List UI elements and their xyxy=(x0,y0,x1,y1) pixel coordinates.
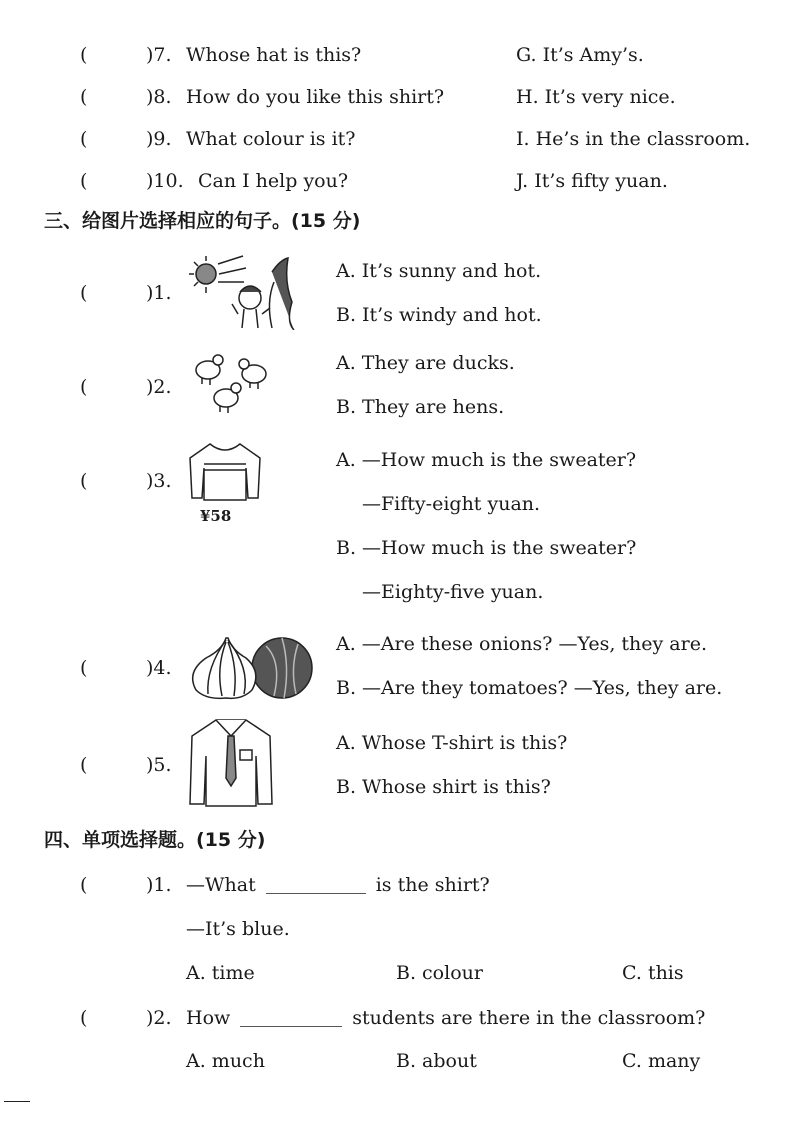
question-text: Whose hat is this? xyxy=(186,44,362,66)
question-after-blank: students are there in the classroom? xyxy=(352,1007,706,1029)
sweater-picture xyxy=(186,440,264,502)
section-title: 四、单项选择题。(15 分) xyxy=(44,829,266,851)
option-a: A. They are ducks. xyxy=(336,352,515,374)
shirt-picture xyxy=(186,716,276,808)
option-b-reply: —Eighty-five yuan. xyxy=(362,581,544,603)
onions-picture xyxy=(186,632,314,700)
question-number: )1. xyxy=(146,874,172,896)
choice-a: A. much xyxy=(186,1050,265,1072)
question-number: )8. xyxy=(146,86,172,108)
option-a: A. It’s sunny and hot. xyxy=(336,260,542,282)
answer-option: I. He’s in the classroom. xyxy=(516,128,751,150)
option-b: B. —How much is the sweater? xyxy=(336,537,637,559)
paren-open: ( xyxy=(80,86,88,108)
paren-open: ( xyxy=(80,754,88,776)
paren-open: ( xyxy=(80,470,88,492)
option-a: A. —How much is the sweater? xyxy=(336,449,637,471)
question-number: )7. xyxy=(146,44,172,66)
answer-option: J. It’s fifty yuan. xyxy=(516,170,668,192)
answer-option: H. It’s very nice. xyxy=(516,86,676,108)
question-number: )2. xyxy=(146,1007,172,1029)
paren-open: ( xyxy=(80,44,88,66)
choice-c: C. many xyxy=(622,1050,701,1072)
question-number: )9. xyxy=(146,128,172,150)
option-b: B. Whose shirt is this? xyxy=(336,776,551,798)
paren-open: ( xyxy=(80,376,88,398)
hens-picture xyxy=(188,352,278,418)
option-a: A. Whose T-shirt is this? xyxy=(336,732,568,754)
answer-blank[interactable] xyxy=(266,892,366,894)
sunny-hot-picture xyxy=(188,252,298,330)
paren-open: ( xyxy=(80,282,88,304)
choice-a: A. time xyxy=(186,962,255,984)
question-number: )2. xyxy=(146,376,172,398)
question-after-blank: is the shirt? xyxy=(375,874,490,896)
choice-b: B. about xyxy=(396,1050,477,1072)
question-number: )3. xyxy=(146,470,172,492)
question-number: )4. xyxy=(146,657,172,679)
reply-text: —It’s blue. xyxy=(186,918,290,940)
option-b: B. It’s windy and hot. xyxy=(336,304,542,326)
page-edge-mark xyxy=(4,1101,30,1102)
option-a-reply: —Fifty-eight yuan. xyxy=(362,493,541,515)
question-before-blank: How xyxy=(186,1007,231,1029)
question-number: )10. xyxy=(146,170,184,192)
choice-c: C. this xyxy=(622,962,684,984)
section-title: 三、给图片选择相应的句子。(15 分) xyxy=(44,210,361,232)
paren-open: ( xyxy=(80,1007,88,1029)
paren-open: ( xyxy=(80,874,88,896)
answer-blank[interactable] xyxy=(240,1025,342,1027)
paren-open: ( xyxy=(80,170,88,192)
question-text xyxy=(186,876,490,895)
choice-b: B. colour xyxy=(396,962,483,984)
question-number: )1. xyxy=(146,282,172,304)
question-text: What colour is it? xyxy=(186,128,356,150)
question-number: )5. xyxy=(146,754,172,776)
question-text xyxy=(186,1009,705,1028)
paren-open: ( xyxy=(80,657,88,679)
question-before-blank: —What xyxy=(186,874,256,896)
option-b: B. —Are they tomatoes? —Yes, they are. xyxy=(336,677,723,699)
price-label: ¥58 xyxy=(200,507,232,525)
question-text: How do you like this shirt? xyxy=(186,86,445,108)
paren-open: ( xyxy=(80,128,88,150)
question-text: Can I help you? xyxy=(198,170,349,192)
option-a: A. —Are these onions? —Yes, they are. xyxy=(336,633,707,655)
answer-option: G. It’s Amy’s. xyxy=(516,44,644,66)
option-b: B. They are hens. xyxy=(336,396,505,418)
